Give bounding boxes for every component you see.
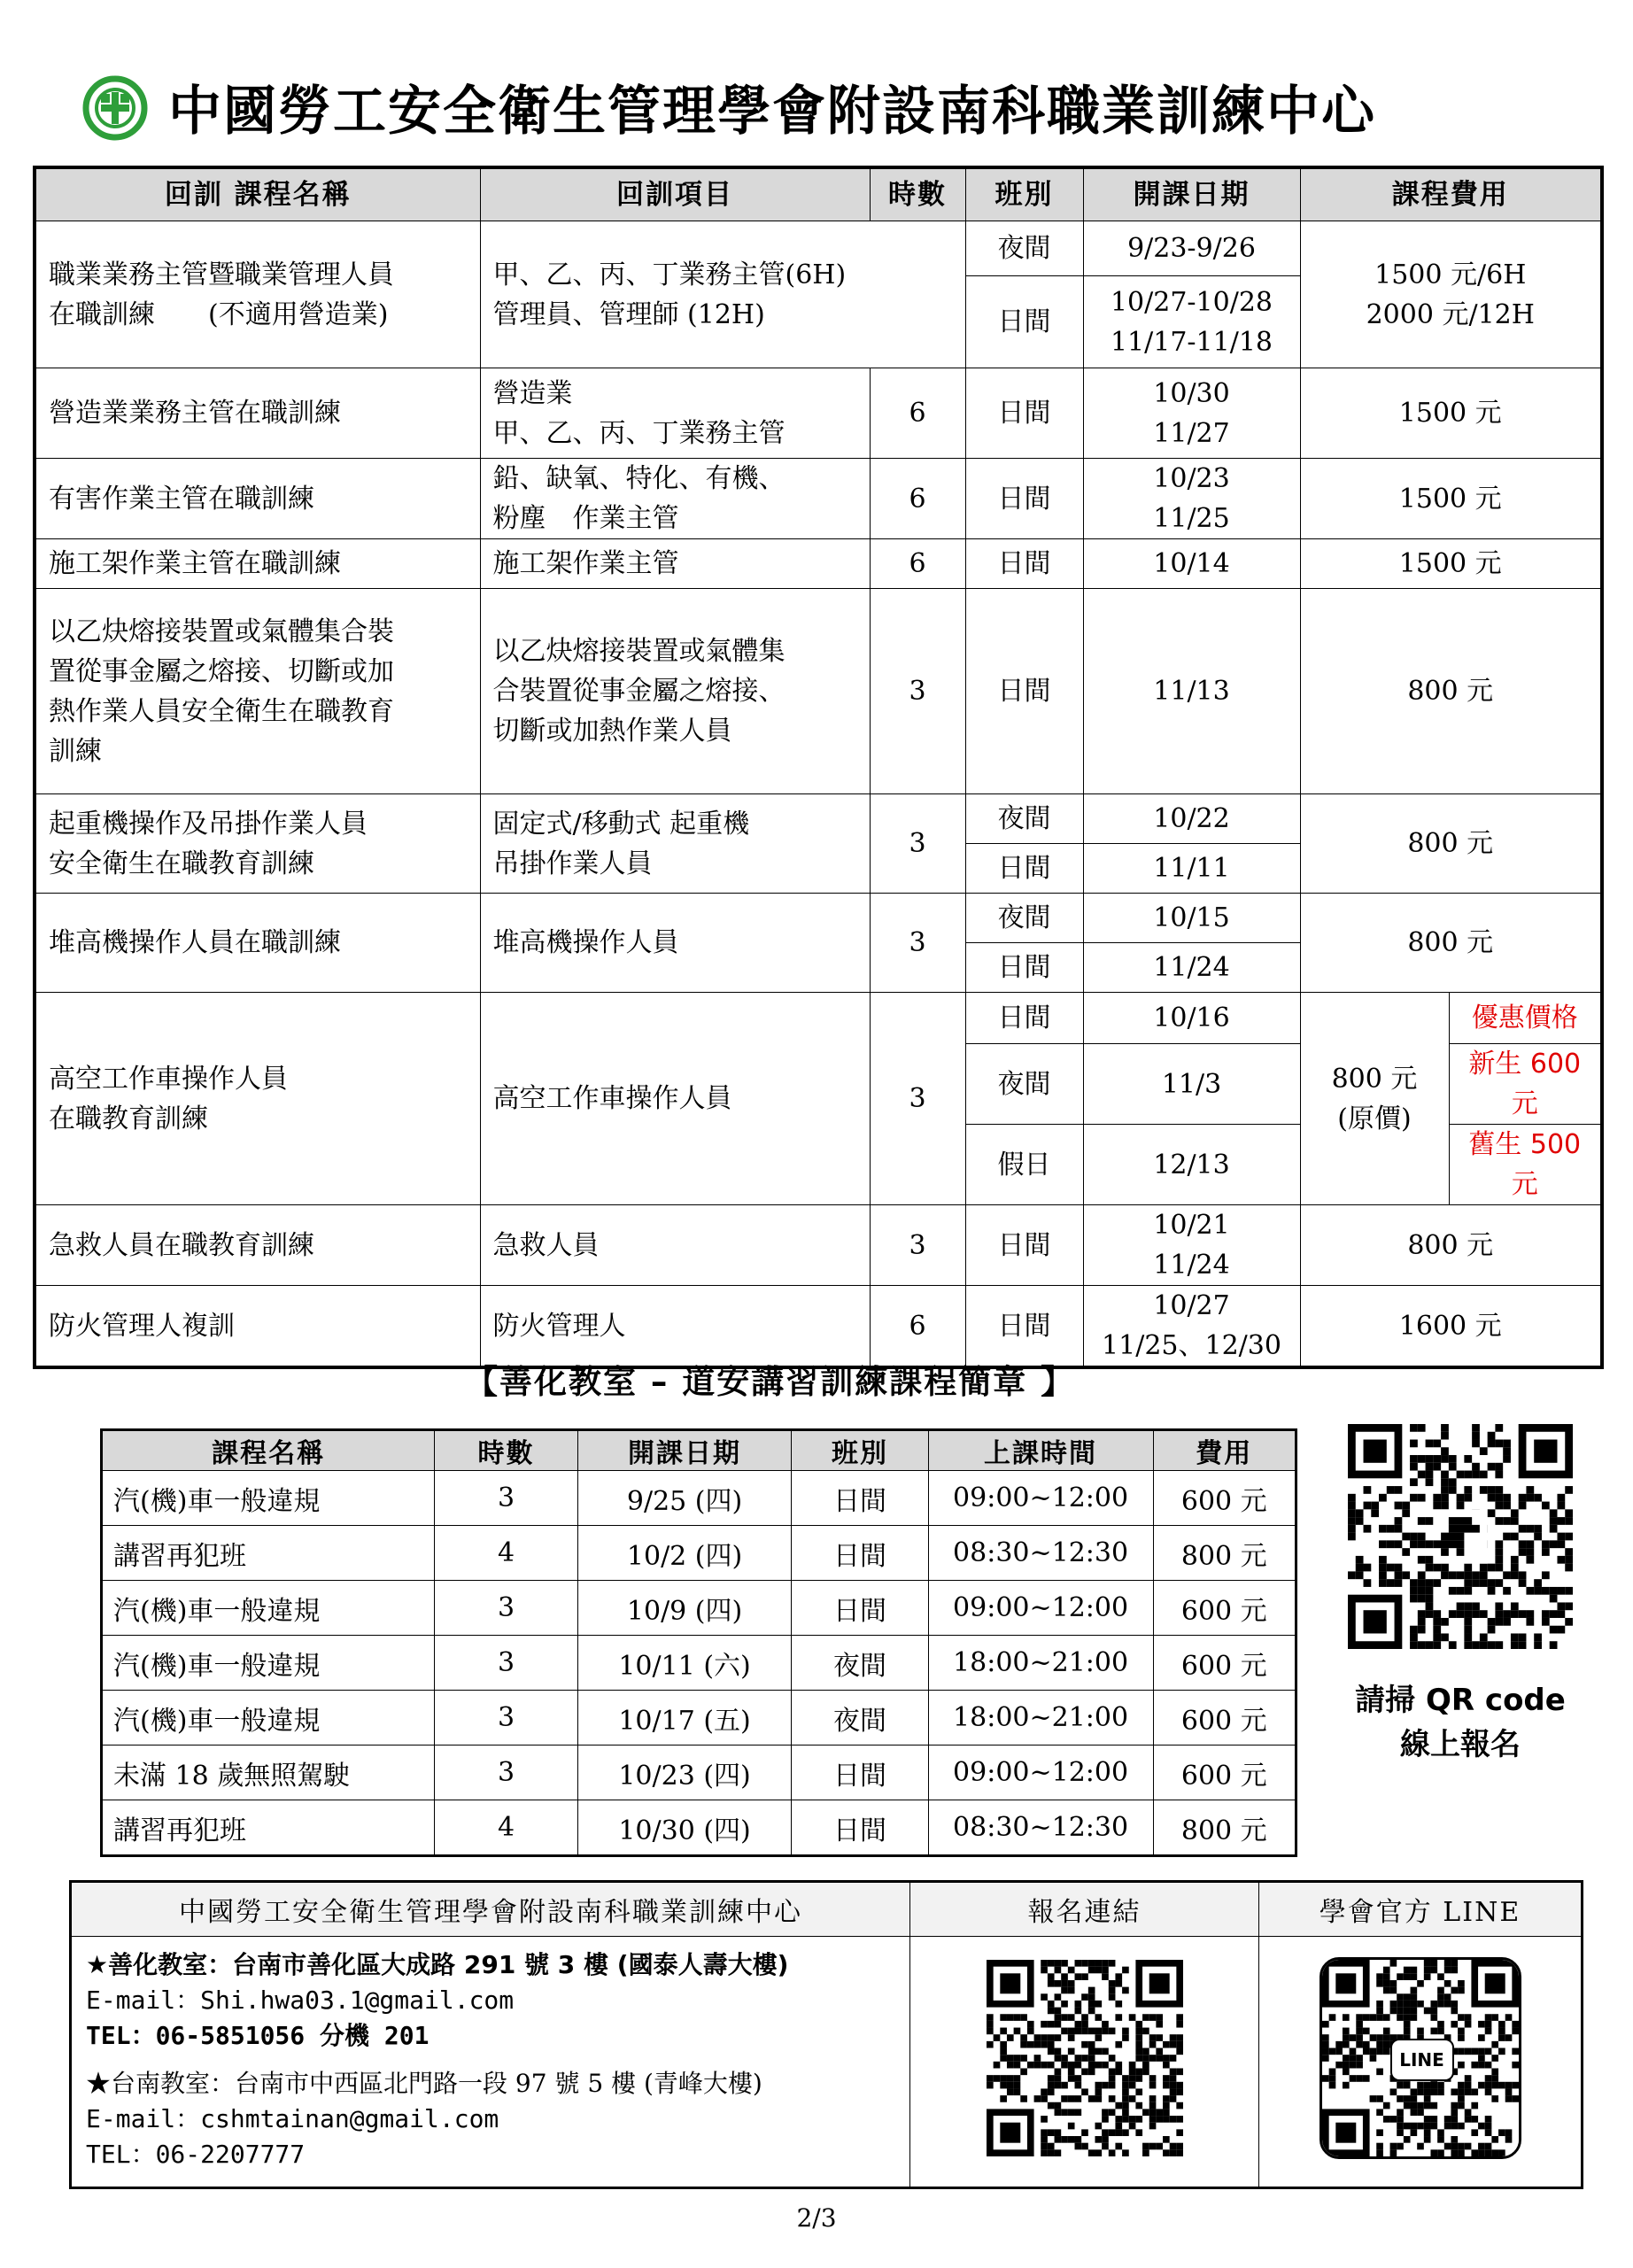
course-hours: 6 <box>870 539 965 589</box>
course-class: 日間 <box>965 1286 1083 1368</box>
course-hours: 3 <box>870 1205 965 1286</box>
course-class: 日間 <box>965 1205 1083 1286</box>
table-row <box>102 1526 1296 1581</box>
course-name: 施工架作業主管在職訓練 <box>35 539 480 589</box>
course-table-header <box>35 167 1602 221</box>
course-hours: 3 <box>870 894 965 993</box>
promo-price: 優惠價格 <box>1449 993 1602 1044</box>
course-hours: 3 <box>870 589 965 794</box>
course-fee: 1500 元 <box>1300 368 1602 459</box>
col-header-class: 班別 <box>965 167 1083 221</box>
course-fee: 1500 元 <box>1300 539 1602 589</box>
course-date: 10/16 <box>1083 993 1300 1044</box>
course-row <box>35 539 1602 589</box>
course-date: 10/27-10/28 11/17-11/18 <box>1083 276 1300 368</box>
course-date: 10/30 11/27 <box>1083 368 1300 459</box>
course-date: 11/24 <box>1083 943 1300 993</box>
promo-price: 舊生 500 元 <box>1449 1125 1602 1205</box>
traffic-course: 汽(機)車一般違規 <box>102 1691 435 1746</box>
course-name: 以乙炔熔接裝置或氣體集合裝 置從事金屬之熔接、切斷或加 熱作業人員安全衛生在職教育 訓練 <box>35 589 480 794</box>
table-row <box>102 1746 1296 1800</box>
traffic-fee: 800 元 <box>1153 1526 1296 1581</box>
traffic-course-table <box>100 1428 1297 1857</box>
course-name: 堆高機操作人員在職訓練 <box>35 894 480 993</box>
course-item: 堆高機操作人員 <box>480 894 870 993</box>
course-class: 假日 <box>965 1125 1083 1205</box>
line-logo-icon: LINE <box>1390 2039 1454 2081</box>
col-header-date: 開課日期 <box>1083 167 1300 221</box>
course-date: 10/27 11/25、12/30 <box>1083 1286 1300 1368</box>
course-hours: 3 <box>870 794 965 894</box>
course-class: 夜間 <box>965 221 1083 276</box>
course-fee: 800 元 (原價) <box>1300 993 1449 1205</box>
course-name: 職業業務主管暨職業管理人員 在職訓練 (不適用營造業) <box>35 221 480 368</box>
tainan-tel: TEL：06-2207777 <box>86 2140 306 2169</box>
course-date: 10/14 <box>1083 539 1300 589</box>
traffic-hours: 4 <box>435 1800 577 1856</box>
col-header-class: 班別 <box>792 1430 928 1471</box>
traffic-fee: 600 元 <box>1153 1691 1296 1746</box>
course-hours: 6 <box>870 459 965 539</box>
table-row <box>102 1581 1296 1636</box>
course-name: 營造業業務主管在職訓練 <box>35 368 480 459</box>
shanhua-email[interactable]: E-mail：Shi.hwa03.1@gmail.com <box>86 1985 515 2015</box>
qr-code-icon[interactable] <box>987 1960 1183 2156</box>
traffic-class: 日間 <box>792 1526 928 1581</box>
course-class: 日間 <box>965 539 1083 589</box>
qr-caption-line2: 線上報名 <box>1400 1727 1521 1762</box>
course-class: 日間 <box>965 589 1083 794</box>
course-name: 起重機操作及吊掛作業人員 安全衛生在職教育訓練 <box>35 794 480 894</box>
course-date: 10/21 11/24 <box>1083 1205 1300 1286</box>
course-class: 日間 <box>965 993 1083 1044</box>
table-row <box>102 1691 1296 1746</box>
contact-line-label: 學會官方 LINE <box>1259 1882 1583 1937</box>
traffic-time: 18:00~21:00 <box>928 1691 1153 1746</box>
course-date: 12/13 <box>1083 1125 1300 1205</box>
table-row <box>102 1471 1296 1526</box>
course-row <box>35 1205 1602 1286</box>
traffic-fee: 600 元 <box>1153 1581 1296 1636</box>
section-heading: 【善化教室 – 道安講習訓練課程簡章 】 <box>465 1363 1076 1401</box>
table-row <box>102 1800 1296 1856</box>
course-item: 施工架作業主管 <box>480 539 870 589</box>
traffic-date: 10/9 (四) <box>577 1581 792 1636</box>
course-fee: 800 元 <box>1300 589 1602 794</box>
traffic-date: 9/25 (四) <box>577 1471 792 1526</box>
traffic-fee: 600 元 <box>1153 1746 1296 1800</box>
course-date: 10/15 <box>1083 894 1300 943</box>
traffic-date: 10/2 (四) <box>577 1526 792 1581</box>
course-item: 鉛、缺氧、特化、有機、 粉塵 作業主管 <box>480 459 870 539</box>
qr-caption <box>1320 1678 1601 1767</box>
course-date: 11/11 <box>1083 844 1300 894</box>
course-hours: 6 <box>870 368 965 459</box>
course-name: 防火管理人複訓 <box>35 1286 480 1368</box>
course-row <box>35 368 1602 459</box>
course-item: 營造業 甲、乙、丙、丁業務主管 <box>480 368 870 459</box>
shanhua-tel: TEL：06-5851056 分機 201 <box>86 2021 430 2050</box>
traffic-class: 日間 <box>792 1581 928 1636</box>
traffic-hours: 4 <box>435 1526 577 1581</box>
qr-code-icon[interactable] <box>1348 1424 1573 1649</box>
course-name: 高空工作車操作人員 在職教育訓練 <box>35 993 480 1205</box>
traffic-time: 09:00~12:00 <box>928 1471 1153 1526</box>
course-fee: 1500 元/6H 2000 元/12H <box>1300 221 1602 368</box>
course-row <box>35 993 1602 1044</box>
course-row <box>35 221 1602 276</box>
traffic-hours: 3 <box>435 1746 577 1800</box>
col-header-hours: 時數 <box>870 167 965 221</box>
qr-caption-line1: 請掃 QR code <box>1355 1683 1566 1718</box>
course-class: 夜間 <box>965 794 1083 844</box>
traffic-hours: 3 <box>435 1691 577 1746</box>
col-header-date: 開課日期 <box>577 1430 792 1471</box>
course-table <box>33 166 1604 1369</box>
traffic-class: 日間 <box>792 1471 928 1526</box>
course-fee: 800 元 <box>1300 1205 1602 1286</box>
traffic-hours: 3 <box>435 1581 577 1636</box>
traffic-course: 汽(機)車一般違規 <box>102 1636 435 1691</box>
course-class: 日間 <box>965 276 1083 368</box>
course-name: 急救人員在職教育訓練 <box>35 1205 480 1286</box>
traffic-fee: 800 元 <box>1153 1800 1296 1856</box>
traffic-table-header <box>102 1430 1296 1471</box>
contact-table <box>69 1880 1583 2189</box>
promo-price: 新生 600 元 <box>1449 1044 1602 1125</box>
course-fee: 800 元 <box>1300 894 1602 993</box>
tainan-email[interactable]: E-mail：cshmtainan@gmail.com <box>86 2104 499 2133</box>
traffic-class: 日間 <box>792 1800 928 1856</box>
course-date: 9/23-9/26 <box>1083 221 1300 276</box>
contact-org-name: 中國勞工安全衛生管理學會附設南科職業訓練中心 <box>71 1882 910 1937</box>
col-header-hours: 時數 <box>435 1430 577 1471</box>
course-item: 高空工作車操作人員 <box>480 993 870 1205</box>
course-hours: 6 <box>870 1286 965 1368</box>
traffic-date: 10/30 (四) <box>577 1800 792 1856</box>
course-item: 固定式/移動式 起重機 吊掛作業人員 <box>480 794 870 894</box>
logo-icon <box>81 74 149 142</box>
col-header-name: 回訓 課程名稱 <box>35 167 480 221</box>
traffic-course: 汽(機)車一般違規 <box>102 1581 435 1636</box>
traffic-time: 08:30~12:30 <box>928 1526 1153 1581</box>
course-date: 11/3 <box>1083 1044 1300 1125</box>
traffic-course: 講習再犯班 <box>102 1800 435 1856</box>
course-item: 防火管理人 <box>480 1286 870 1368</box>
traffic-course: 講習再犯班 <box>102 1526 435 1581</box>
col-header-item: 回訓項目 <box>480 167 870 221</box>
col-header-course: 課程名稱 <box>102 1430 435 1471</box>
traffic-time: 08:30~12:30 <box>928 1800 1153 1856</box>
traffic-hours: 3 <box>435 1471 577 1526</box>
page-number: 2/3 <box>796 2203 837 2233</box>
course-fee: 800 元 <box>1300 794 1602 894</box>
course-row <box>35 589 1602 794</box>
course-class: 夜間 <box>965 894 1083 943</box>
course-class: 夜間 <box>965 1044 1083 1125</box>
course-row <box>35 894 1602 943</box>
traffic-date: 10/17 (五) <box>577 1691 792 1746</box>
course-item: 甲、乙、丙、丁業務主管(6H) 管理員、管理師 (12H) <box>480 221 965 368</box>
course-date: 10/22 <box>1083 794 1300 844</box>
course-row <box>35 459 1602 539</box>
course-class: 日間 <box>965 368 1083 459</box>
traffic-class: 夜間 <box>792 1691 928 1746</box>
traffic-fee: 600 元 <box>1153 1636 1296 1691</box>
course-date: 11/13 <box>1083 589 1300 794</box>
col-header-fee: 課程費用 <box>1300 167 1602 221</box>
traffic-fee: 600 元 <box>1153 1471 1296 1526</box>
page-title: 中國勞工安全衛生管理學會附設南科職業訓練中心 <box>168 81 1376 143</box>
col-header-fee: 費用 <box>1153 1430 1296 1471</box>
course-name: 有害作業主管在職訓練 <box>35 459 480 539</box>
course-class: 日間 <box>965 844 1083 894</box>
traffic-time: 09:00~12:00 <box>928 1581 1153 1636</box>
traffic-time: 18:00~21:00 <box>928 1636 1153 1691</box>
course-item: 急救人員 <box>480 1205 870 1286</box>
course-class: 日間 <box>965 943 1083 993</box>
traffic-time: 09:00~12:00 <box>928 1746 1153 1800</box>
course-class: 日間 <box>965 459 1083 539</box>
course-item: 以乙炔熔接裝置或氣體集 合裝置從事金屬之熔接、 切斷或加熱作業人員 <box>480 589 870 794</box>
course-fee: 1500 元 <box>1300 459 1602 539</box>
col-header-time: 上課時間 <box>928 1430 1153 1471</box>
traffic-class: 日間 <box>792 1746 928 1800</box>
tainan-address: ★台南教室：台南市中西區北門路一段 97 號 5 樓 (青峰大樓) <box>86 2069 762 2098</box>
shanhua-address: ★善化教室：台南市善化區大成路 291 號 3 樓 (國泰人壽大樓) <box>86 1950 789 1979</box>
course-fee: 1600 元 <box>1300 1286 1602 1368</box>
contact-info <box>71 1937 910 2188</box>
traffic-date: 10/11 (六) <box>577 1636 792 1691</box>
contact-header <box>71 1882 1583 1937</box>
traffic-course: 汽(機)車一般違規 <box>102 1471 435 1526</box>
traffic-course: 未滿 18 歲無照駕駛 <box>102 1746 435 1800</box>
table-row <box>102 1636 1296 1691</box>
course-hours: 3 <box>870 993 965 1205</box>
traffic-date: 10/23 (四) <box>577 1746 792 1800</box>
course-row <box>35 794 1602 844</box>
course-date: 10/23 11/25 <box>1083 459 1300 539</box>
contact-signup-label: 報名連結 <box>910 1882 1259 1937</box>
traffic-hours: 3 <box>435 1636 577 1691</box>
traffic-class: 夜間 <box>792 1636 928 1691</box>
